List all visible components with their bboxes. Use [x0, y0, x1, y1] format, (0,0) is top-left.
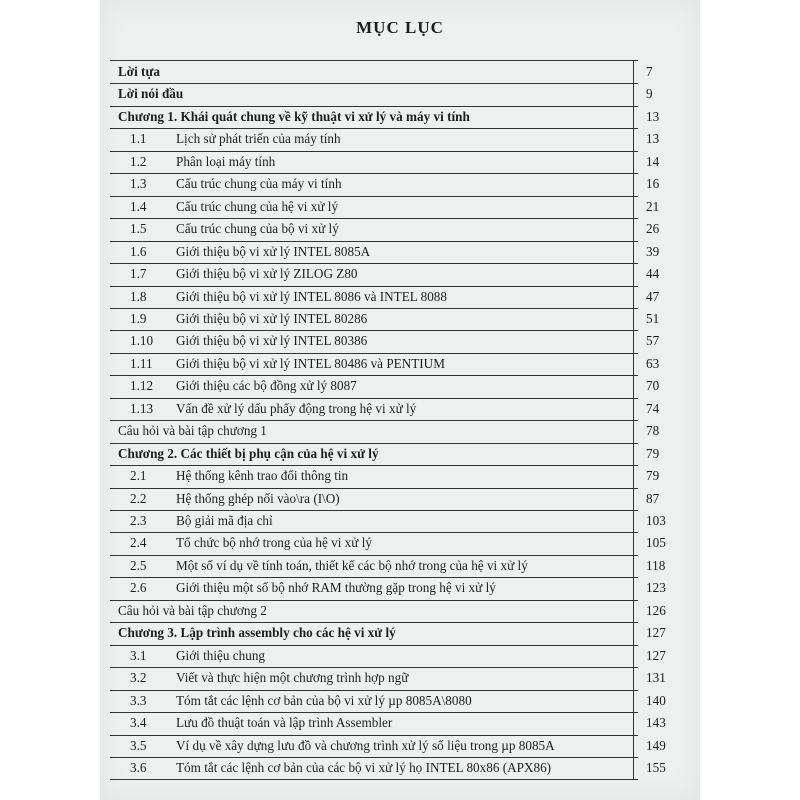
toc-entry — [118, 691, 678, 711]
section-number: 3.5 — [130, 737, 147, 753]
page-number: 63 — [646, 355, 660, 371]
section-number: 1.6 — [130, 243, 147, 259]
entry-title: Lưu đồ thuật toán và lập trình Assembler — [176, 715, 393, 731]
toc-heading — [118, 444, 678, 464]
entry-title: Giới thiệu các bộ đồng xử lý 8087 — [176, 378, 357, 394]
section-number: 2.6 — [130, 580, 147, 596]
entry-title: Giới thiệu một số bộ nhớ RAM thường gặp trong hệ vi xử lý — [176, 580, 496, 596]
entry-title: Phân loại máy tính — [176, 153, 276, 169]
entry-title: Ví dụ về xây dựng lưu đồ và chương trình xử lý số liệu trong µp 8085A — [176, 737, 555, 753]
page-number: 87 — [646, 490, 660, 506]
page-number: 13 — [646, 131, 660, 147]
toc-entry — [118, 376, 678, 396]
page-number: 149 — [646, 737, 666, 753]
section-number: 3.3 — [130, 692, 147, 708]
page-number: 140 — [646, 692, 666, 708]
section-number: 3.4 — [130, 715, 147, 731]
page-number: 14 — [646, 153, 660, 169]
page-number: 39 — [646, 243, 660, 259]
page-number: 79 — [646, 468, 660, 484]
toc-entry — [118, 466, 678, 486]
toc-entry — [118, 601, 678, 621]
entry-title: Vấn đề xử lý dấu phẩy động trong hệ vi xử lý — [176, 400, 417, 416]
toc-entry — [118, 264, 678, 284]
toc-entry — [118, 219, 678, 239]
section-number: 1.9 — [130, 310, 147, 326]
section-number: 3.2 — [130, 670, 147, 686]
page-number: 126 — [646, 602, 666, 618]
page-number: 16 — [646, 176, 660, 192]
entry-title: Hệ thống kênh trao đổi thông tin — [176, 468, 349, 484]
entry-title: Giới thiệu bộ vi xử lý INTEL 80486 và PENTIUM — [176, 355, 445, 371]
section-number: 1.4 — [130, 198, 147, 214]
page-number: 123 — [646, 580, 666, 596]
section-number: 1.13 — [130, 400, 154, 416]
section-number: 1.11 — [130, 355, 153, 371]
entry-title: Chương 1. Khái quát chung về kỹ thuật vi xử lý và máy vi tính — [118, 108, 470, 124]
toc-entry — [118, 309, 678, 329]
section-number: 3.1 — [130, 647, 147, 663]
entry-title: Một số ví dụ về tính toán, thiết kế các bộ nhớ trong của hệ vi xử lý — [176, 557, 528, 573]
page-number: 70 — [646, 378, 660, 394]
page-number: 155 — [646, 759, 666, 775]
section-number: 1.10 — [130, 333, 154, 349]
entry-title: Câu hỏi và bài tập chương 1 — [118, 423, 267, 439]
entry-title: Giới thiệu bộ vi xử lý ZILOG Z80 — [176, 266, 358, 282]
toc-entry — [118, 287, 678, 307]
entry-title: Lời nói đầu — [118, 86, 184, 102]
entry-title: Cấu trúc chung của bộ vi xử lý — [176, 221, 339, 237]
toc-heading — [118, 62, 678, 82]
page-number: 74 — [646, 400, 660, 416]
entry-title: Chương 2. Các thiết bị phụ cận của hệ vi xử lý — [118, 445, 379, 461]
page-number: 21 — [646, 198, 660, 214]
row-divider — [110, 60, 638, 61]
page-number: 13 — [646, 108, 660, 124]
section-number: 1.8 — [130, 288, 147, 304]
toc-entry — [118, 533, 678, 553]
page-number: 127 — [646, 647, 666, 663]
entry-title: Chương 3. Lập trình assembly cho các hệ vi xử lý — [118, 625, 396, 641]
section-number: 1.2 — [130, 153, 147, 169]
page-number: 79 — [646, 445, 660, 461]
page-number: 57 — [646, 333, 660, 349]
entry-title: Bộ giải mã địa chỉ — [176, 513, 273, 528]
page-number: 44 — [646, 266, 660, 282]
section-number: 2.1 — [130, 468, 147, 484]
entry-title: Lời tựa — [118, 64, 160, 79]
entry-title: Câu hỏi và bài tập chương 2 — [118, 602, 267, 618]
toc-entry — [118, 174, 678, 194]
toc-entry — [118, 152, 678, 172]
toc-entry — [118, 331, 678, 351]
entry-title: Tóm tắt các lệnh cơ bản của bộ vi xử lý µp 8085A\8080 — [176, 692, 472, 708]
page-number: 7 — [646, 64, 653, 79]
page-number: 118 — [646, 557, 666, 573]
entry-title: Giới thiệu bộ vi xử lý INTEL 8085A — [176, 243, 371, 259]
page-number: 47 — [646, 288, 660, 304]
entry-title: Tóm tắt các lệnh cơ bản của các bộ vi xử lý họ INTEL 80x86 (APX86) — [176, 759, 552, 775]
page-number: 143 — [646, 715, 666, 731]
page-number: 51 — [646, 310, 660, 326]
page-number: 9 — [646, 86, 653, 102]
entry-title: Giới thiệu bộ vi xử lý INTEL 80286 — [176, 310, 368, 326]
toc-entry — [118, 668, 678, 688]
toc-entry — [118, 354, 678, 374]
toc-entry — [118, 197, 678, 217]
section-number: 1.12 — [130, 378, 154, 394]
entry-title: Cấu trúc chung của hệ vi xử lý — [176, 198, 339, 214]
section-number: 1.3 — [130, 176, 147, 192]
section-number: 2.2 — [130, 490, 147, 506]
page-number: 131 — [646, 670, 666, 686]
table-of-contents — [100, 0, 700, 800]
toc-entry — [118, 578, 678, 598]
section-number: 1.5 — [130, 221, 147, 237]
toc-entry — [118, 399, 678, 419]
section-number: 2.5 — [130, 557, 147, 573]
entry-title: Giới thiệu bộ vi xử lý INTEL 8086 và INTEL 8088 — [176, 288, 447, 304]
page-title: MỤC LỤC — [356, 18, 444, 37]
page-number: 103 — [646, 513, 666, 528]
entry-title: Lịch sử phát triển của máy tính — [176, 131, 341, 147]
toc-entry — [118, 646, 678, 666]
toc-entry — [118, 242, 678, 262]
toc-entry — [118, 713, 678, 733]
section-number: 1.7 — [130, 266, 147, 282]
toc-entry — [118, 758, 678, 778]
section-number: 1.1 — [130, 131, 147, 147]
entry-title: Giới thiệu bộ vi xử lý INTEL 80386 — [176, 333, 368, 349]
page-column-divider — [633, 60, 634, 780]
section-number: 2.4 — [130, 535, 147, 551]
page-number: 105 — [646, 535, 666, 551]
row-divider — [110, 779, 638, 780]
page-number: 78 — [646, 423, 660, 439]
toc-heading — [118, 107, 678, 127]
section-number: 3.6 — [130, 759, 147, 775]
toc-entry — [118, 421, 678, 441]
toc-entry — [118, 511, 678, 531]
section-number: 2.3 — [130, 513, 147, 528]
toc-heading — [118, 84, 678, 104]
toc-heading — [118, 623, 678, 643]
entry-title: Viết và thực hiện một chương trình hợp ngữ — [176, 670, 409, 686]
toc-entry — [118, 489, 678, 509]
toc-entry — [118, 129, 678, 149]
entry-title: Cấu trúc chung của máy vi tính — [176, 176, 342, 192]
toc-entry — [118, 556, 678, 576]
page-number: 127 — [646, 625, 666, 641]
toc-entry — [118, 736, 678, 756]
page-number: 26 — [646, 221, 660, 237]
entry-title: Giới thiệu chung — [176, 647, 266, 663]
entry-title: Tổ chức bộ nhớ trong của hệ vi xử lý — [176, 535, 372, 551]
entry-title: Hệ thống ghép nối vào\ra (I\O) — [176, 490, 340, 506]
book-page — [100, 0, 700, 800]
